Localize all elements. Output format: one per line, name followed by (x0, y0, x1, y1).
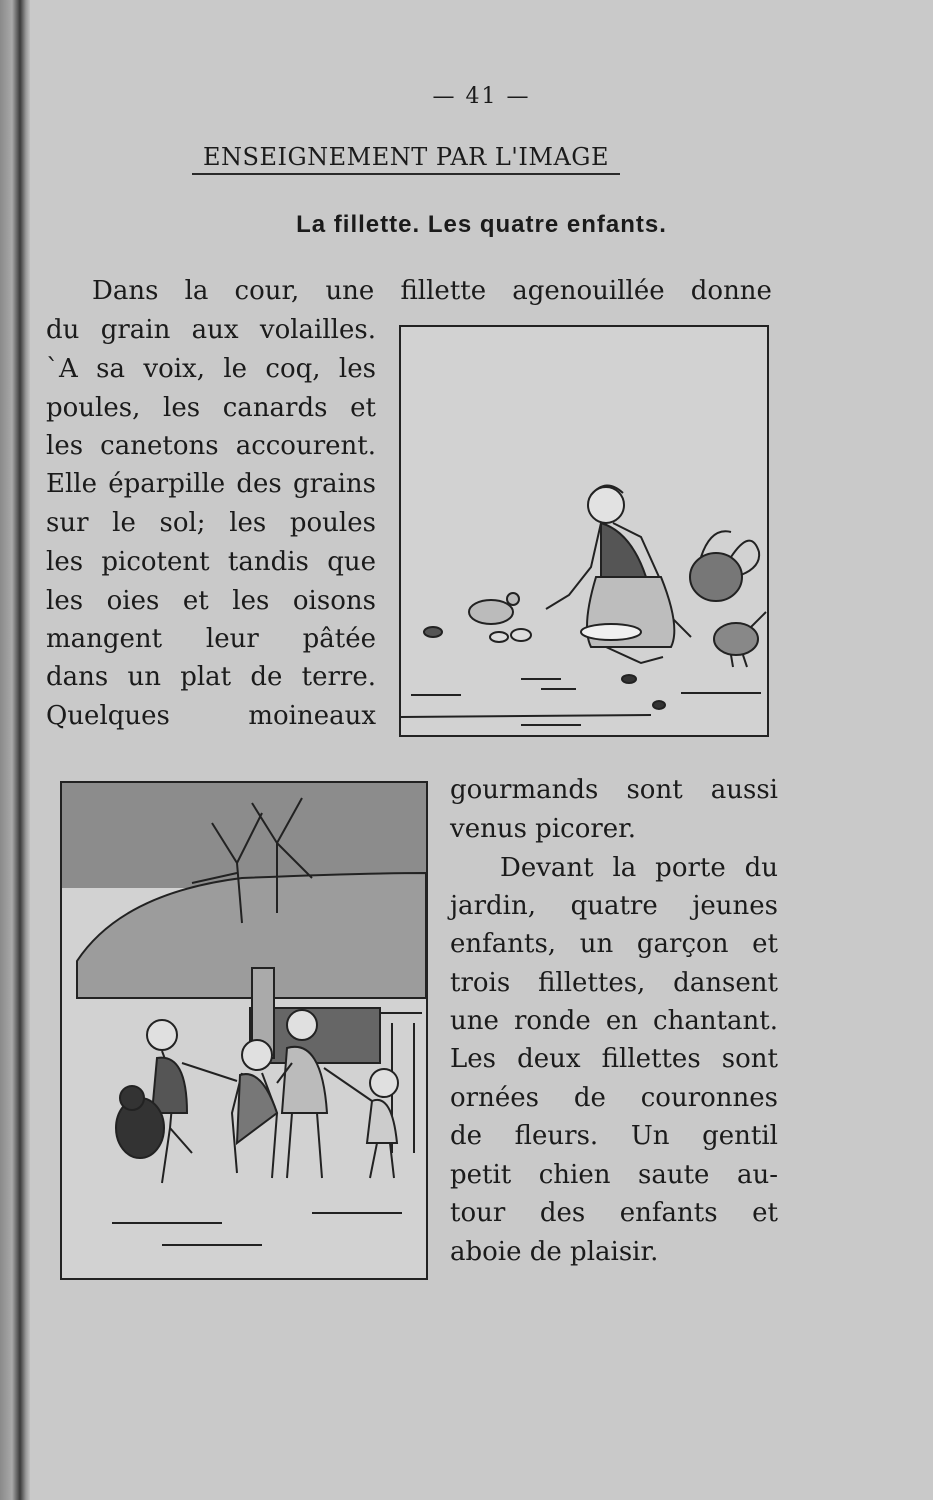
illustration-girl-feeding-poultry (399, 325, 769, 737)
text-line: les picotent tandis que (46, 547, 376, 577)
text-line: enfants, un garçon et (450, 929, 778, 959)
text-line: du grain aux volailles. (46, 315, 376, 345)
text-line: les canetons accourent. (46, 431, 376, 461)
text-line: Dans la cour, une fillette agenouillée donne (92, 276, 772, 306)
text-line: aboie de plaisir. (450, 1237, 659, 1267)
text-line: ornées de couronnes (450, 1083, 778, 1113)
text-line: dans un plat de terre. (46, 662, 376, 692)
text-line: jardin, quatre jeunes (450, 891, 778, 921)
text-line: de fleurs. Un gentil (450, 1121, 778, 1151)
text-line: poules, les canards et (46, 393, 376, 423)
dance-drawing (62, 783, 426, 1278)
text-line: une ronde en chantant. (450, 1006, 778, 1036)
book-page (30, 0, 933, 1500)
text-line: sur le sol; les poules (46, 508, 376, 538)
text-line: les oies et les oisons (46, 586, 376, 616)
poultry-drawing (401, 327, 767, 735)
text-line: gourmands sont aussi (450, 775, 778, 805)
text-line: Elle éparpille des grains (46, 469, 376, 499)
text-line: trois fillettes, dansent (450, 968, 778, 998)
illustration-children-dancing (60, 781, 428, 1280)
text-line: `A sa voix, le coq, les (46, 354, 376, 384)
text-line: venus picorer. (450, 814, 636, 844)
page-number: — 41 — (432, 84, 531, 109)
text-line: Quelques moineaux (46, 701, 376, 731)
text-line: mangent leur pâtée (46, 624, 376, 654)
text-line: Devant la porte du (500, 853, 778, 883)
book-binding-gutter (0, 0, 30, 1500)
text-line: petit chien saute au- (450, 1160, 778, 1190)
lesson-title: La fillette. Les quatre enfants. (296, 211, 667, 238)
section-title: ENSEIGNEMENT PAR L'IMAGE (192, 143, 620, 175)
text-line: Les deux fillettes sont (450, 1044, 778, 1074)
text-line: tour des enfants et (450, 1198, 778, 1228)
